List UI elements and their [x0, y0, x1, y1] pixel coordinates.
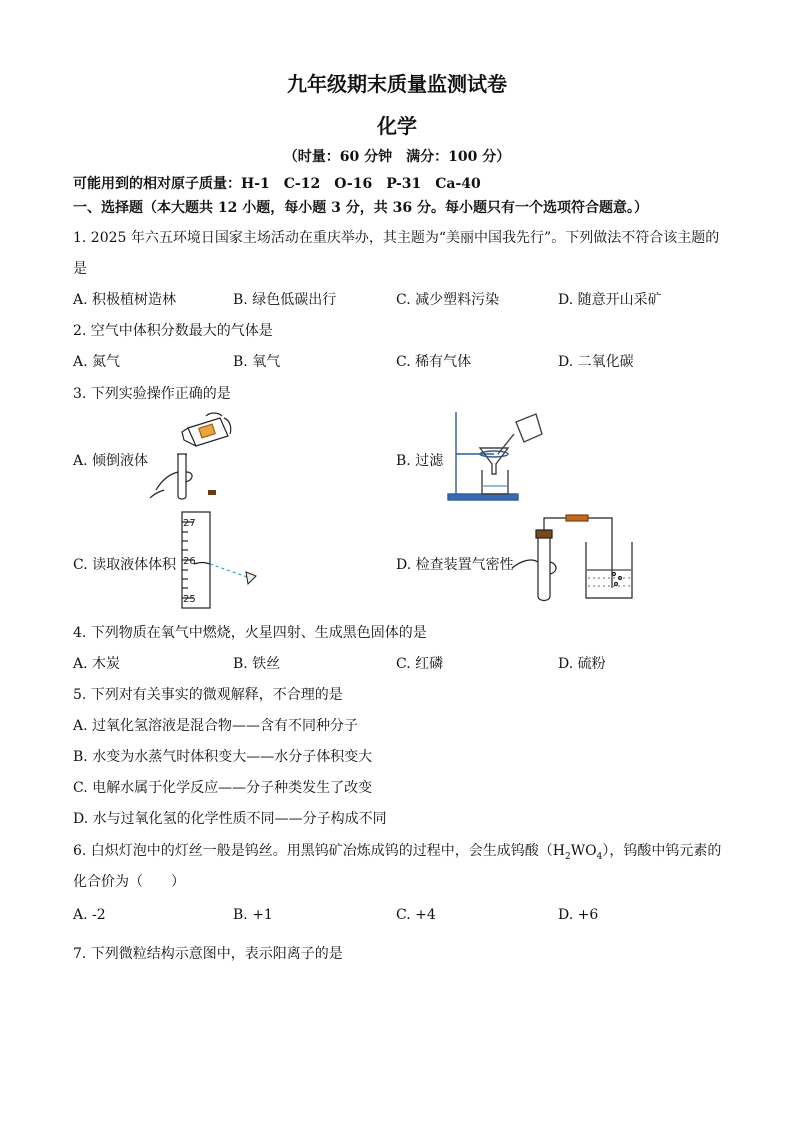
q6-option-c: C. +4 [396, 907, 436, 923]
q6-option-a: A. -2 [73, 907, 106, 923]
pouring-liquid-figure [148, 410, 236, 502]
q5-stem: 5. 下列对有关事实的微观解释，不合理的是 [73, 687, 343, 703]
q3-option-b: B. 过滤 [396, 453, 444, 469]
q1-stem-line1: 1. 2025 年六五环境日国家主场活动在重庆举办，其主题为“美丽中国我先行”。下列做法不符合该主题的 [73, 230, 720, 246]
subject-title: 化学 [377, 114, 417, 138]
q2-option-c: C. 稀有气体 [396, 354, 472, 370]
q6-option-d: D. +6 [558, 907, 599, 923]
section-heading: 一、选择题（本大题共 12 小题，每小题 3 分，共 36 分。每小题只有一个选项符合题意。） [73, 200, 648, 216]
q4-stem: 4. 下列物质在氧气中燃烧，火星四射、生成黑色固体的是 [73, 625, 427, 641]
q7-stem: 7. 下列微粒结构示意图中，表示阳离子的是 [73, 946, 343, 962]
q4-option-b: B. 铁丝 [233, 656, 281, 672]
cylinder-mark-25: 25 [183, 594, 196, 605]
q2-option-b: B. 氧气 [233, 354, 281, 370]
airtightness-check-figure [508, 512, 638, 604]
q4-option-d: D. 硫粉 [558, 656, 606, 672]
q4-option-c: C. 红磷 [396, 656, 444, 672]
q1-option-a: A. 积极植树造林 [73, 292, 177, 308]
q6-stem-line2: 化合价为（ ） [73, 874, 185, 890]
q1-option-b: B. 绿色低碳出行 [233, 292, 337, 308]
q2-option-a: A. 氮气 [73, 354, 121, 370]
q3-option-c: C. 读取液体体积 [73, 557, 177, 573]
q3-stem: 3. 下列实验操作正确的是 [73, 386, 231, 402]
q2-option-d: D. 二氧化碳 [558, 354, 634, 370]
q6-stem-line1: 6. 白炽灯泡中的灯丝一般是钨丝。用黑钨矿冶炼成钨的过程中，会生成钨酸$(H_2WO_4)$，钨酸中钨元素的 [73, 843, 722, 862]
cylinder-mark-27: 27 [183, 518, 196, 529]
q3-option-d: D. 检查装置气密性 [396, 557, 514, 573]
graduated-cylinder-figure [150, 510, 290, 610]
exam-title: 九年级期末质量监测试卷 [287, 72, 507, 96]
time-info: （时量：60 分钟 满分：100 分） [283, 149, 511, 165]
q1-option-c: C. 减少塑料污染 [396, 292, 500, 308]
q3-option-a: A. 倾倒液体 [73, 453, 149, 469]
q6-option-b: B. +1 [233, 907, 273, 923]
atomic-masses: 可能用到的相对原子质量：H-1 C-12 O-16 P-31 Ca-40 [73, 176, 481, 192]
q5-option-d: D. 水与过氧化氢的化学性质不同——分子构成不同 [73, 811, 387, 827]
q1-option-d: D. 随意开山采矿 [558, 292, 662, 308]
cylinder-mark-26: 26 [183, 556, 196, 567]
q1-stem-line2: 是 [73, 261, 87, 277]
q5-option-b: B. 水变为水蒸气时体积变大——水分子体积变大 [73, 749, 373, 765]
filtration-figure [446, 408, 546, 502]
q4-option-a: A. 木炭 [73, 656, 121, 672]
q5-option-a: A. 过氧化氢溶液是混合物——含有不同种分子 [73, 718, 359, 734]
q5-option-c: C. 电解水属于化学反应——分子种类发生了改变 [73, 780, 373, 796]
q2-stem: 2. 空气中体积分数最大的气体是 [73, 323, 273, 339]
